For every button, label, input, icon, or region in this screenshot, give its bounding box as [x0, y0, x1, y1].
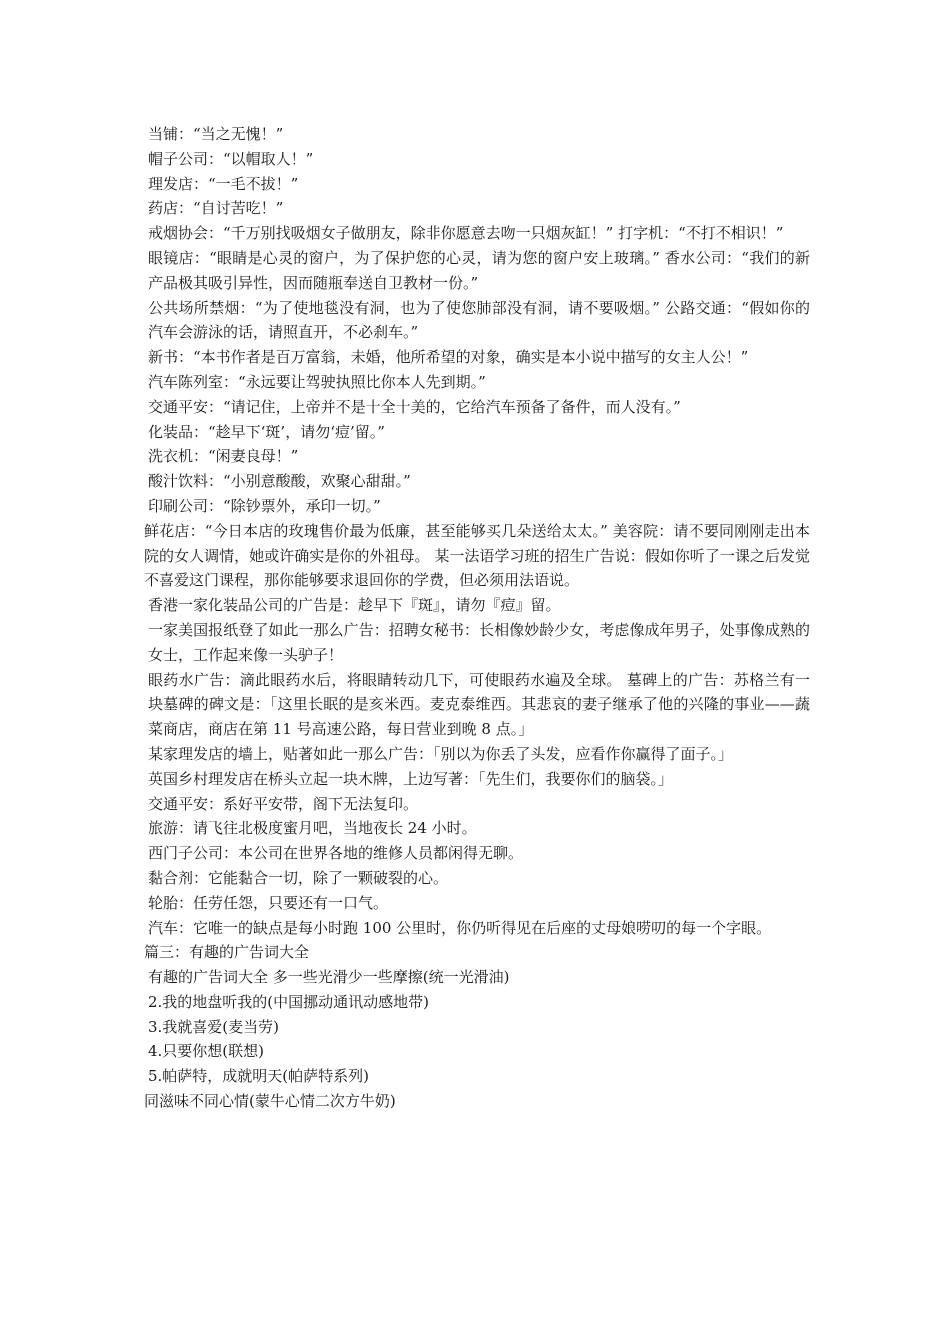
paragraph-18: 眼药水广告：滴此眼药水后，将眼睛转动几下，可使眼药水遍及全球。 墓碑上的广告：苏格兰有一块墓碑的碑文是：「这里长眠的是亥米西。麦克泰维西。其悲哀的妻子继承了他的兴隆的事业——蔬菜商店，商店在第 11 号高速公路，每日营业到晚 8 点。」 [148, 670, 810, 739]
paragraph-19: 某家理发店的墙上，贴著如此一那么广告：「别以为你丢了头发，应看作你赢得了面子。」 [148, 744, 734, 763]
paragraph-31: 4.只要你想(联想) [148, 1042, 265, 1061]
section-heading: 篇三：有趣的广告词大全 [144, 943, 310, 962]
paragraph-15: 鲜花店：“今日本店的玫瑰售价最为低廉，甚至能够买几朵送给太太。” 美容院：请不要同刚刚走出本院的女人调情，她或许确实是你的外祖母。 某一法语学习班的招生广告说：假如你听了一课之后发觉不喜爱这门课程，那你能够要求退回你的学费，但必须用法语说。 [144, 521, 810, 590]
paragraph-14: 印刷公司：“除钞票外，承印一切。” [148, 496, 381, 515]
paragraph-26: 汽车：它唯一的缺点是每小时跑 100 公里时，你仍听得见在后座的丈母娘唠叨的每一个字眼。 [148, 918, 772, 937]
paragraph-8: 新书：“本书作者是百万富翁，未婚，他所希望的对象，确实是本小说中描写的女主人公！” [148, 348, 749, 367]
paragraph-1: 当铺：“当之无愧！” [148, 125, 284, 143]
paragraph-12: 洗衣机：“闲妻良母！” [148, 447, 299, 466]
paragraph-16: 香港一家化装品公司的广告是：趁早下『斑』，请勿『痘』留。 [148, 596, 561, 615]
paragraph-10: 交通平安：“请记住，上帝并不是十全十美的，它给汽车预备了备件，而人没有。” [148, 397, 681, 416]
paragraph-25: 轮胎：任劳任怨，只要还有一口气。 [148, 893, 389, 912]
paragraph-22: 旅游：请飞往北极度蜜月吧，当地夜长 24 小时。 [148, 819, 477, 838]
paragraph-17: 一家美国报纸登了如此一那么广告：招聘女秘书：长相像妙龄少女，考虑像成年男子，处事像成熟的女士，工作起来像一头驴子！ [148, 620, 810, 664]
paragraph-29: 2.我的地盘听我的(中国挪动通讯动感地带) [148, 992, 430, 1011]
paragraph-4: 药店：“自讨苦吃！” [148, 199, 284, 218]
paragraph-13: 酸汁饮料：“小别意酸酸，欢聚心甜甜。” [148, 472, 411, 491]
paragraph-30: 3.我就喜爱(麦当劳) [148, 1017, 280, 1036]
paragraph-2: 帽子公司：“以帽取人！” [148, 149, 314, 168]
paragraph-20: 英国乡村理发店在桥头立起一块木牌，上边写著：「先生们，我要你们的脑袋。」 [148, 769, 674, 788]
paragraph-5: 戒烟协会：“千万别找吸烟女子做朋友，除非你愿意去吻一只烟灰缸！” 打字机：“不打不相识！” [148, 224, 784, 243]
paragraph-6: 眼镜店：“眼睛是心灵的窗户，为了保护您的心灵，请为您的窗户安上玻璃。” 香水公司：“我们的新产品极其吸引异性，因而随瓶奉送自卫教材一份。” [148, 248, 810, 292]
paragraph-21: 交通平安：系好平安带，阁下无法复印。 [148, 794, 419, 813]
paragraph-32: 5.帕萨特，成就明天(帕萨特系列) [148, 1067, 370, 1086]
paragraph-7: 公共场所禁烟：“为了使地毯没有洞，也为了使您肺部没有洞，请不要吸烟。” 公路交通：“假如你的汽车会游泳的话，请照直开，不必刹车。” [148, 298, 810, 342]
paragraph-11: 化装品：“趁早下‘斑’，请勿‘痘’留。” [148, 422, 385, 441]
paragraph-23: 西门子公司：本公司在世界各地的维修人员都闲得无聊。 [148, 844, 524, 863]
paragraph-24: 黏合剂：它能黏合一切，除了一颗破裂的心。 [148, 868, 449, 887]
paragraph-3: 理发店：“一毛不拔！” [148, 174, 299, 193]
document-body [144, 122, 810, 1114]
paragraph-28: 有趣的广告词大全 多一些光滑少一些摩擦(统一光滑油) [148, 968, 510, 987]
paragraph-9: 汽车陈列室：“永远要让驾驶执照比你本人先到期。” [148, 372, 486, 391]
paragraph-33: 同滋味不同心情(蒙牛心情二次方牛奶) [144, 1092, 396, 1111]
